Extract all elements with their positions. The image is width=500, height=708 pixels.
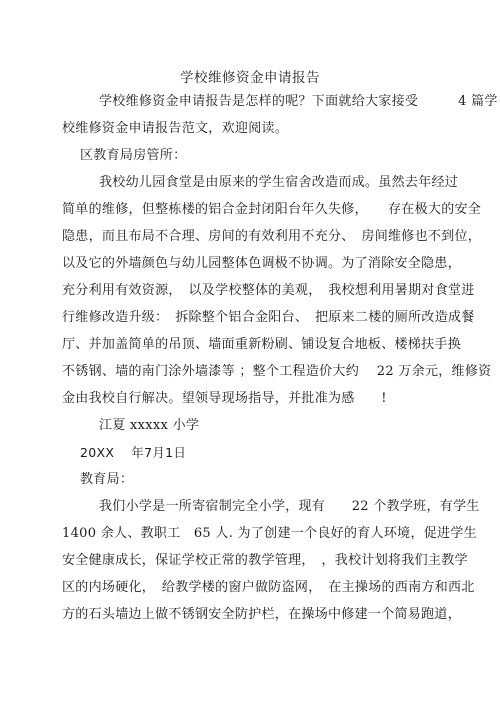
salutation-2: 教育局： [80,472,134,487]
body-line-4: 以及它的外墙颜色与幼儿园整体色调极不协调。为了消除安全隐患， [62,256,462,271]
salutation-1: 区教育局房管所： [80,148,187,163]
body-line-5: 充分利用有效资源， 以及学校整体的美观， 我校想利用暑期对食堂进 [62,283,475,298]
signature-school: 江夏 xxxxx 小学 [99,418,200,433]
body-line-6: 行维修改造升级： 拆除整个铝合金阳台、 把原来二楼的厕所改造成餐 [62,310,475,325]
body2-line-1: 我们小学是一所寄宿制完全小学，现有 22 个教学班，有学生 [99,499,480,514]
body-line-2: 简单的维修，但整栋楼的铝合金封闭阳台年久失修， 存在极大的安全 [62,202,482,217]
intro-line-1: 学校维修资金申请报告是怎样的呢？下面就给大家接受 4 篇学 [99,94,498,109]
body2-line-3: 安全健康成长，保证学校正常的教学管理， ，我校计划将我们主教学 [62,553,468,568]
body2-line-4: 区的内场硬化， 给教学楼的窗户做防盗网， 在主操场的西南方和西北 [62,580,475,595]
body-line-3: 隐患，而且布局不合理、房间的有效利用不充分、 房间维修也不到位， [62,229,482,244]
body-line-9: 金由我校自行解决。望领导现场指导，并批准为感 ! [62,391,387,406]
body-line-7: 厅、并加盖简单的吊顶、墙面重新粉刷、铺设复合地板、楼梯扶手换 [62,337,462,352]
body2-line-5: 方的石头墙边上做不锈钢安全防护栏，在操场中修建一个简易跑道， [62,607,462,622]
body2-line-2: 1400 余人、教职工 65 人. 为了创建一个良好的育人环境，促进学生 [62,526,477,541]
signature-date: 20XX 年7月1日 [80,445,187,460]
intro-line-2: 校维修资金申请报告范文，欢迎阅读。 [62,121,289,136]
body-line-1: 我校幼儿园食堂是由原来的学生宿舍改造而成。虽然去年经过 [99,175,459,190]
body-line-8: 不锈钢、墙的南门涂外墙漆等 ；整个工程造价大约 22 万余元，维修资 [62,364,492,379]
document-title: 学校维修资金申请报告 [180,70,320,86]
